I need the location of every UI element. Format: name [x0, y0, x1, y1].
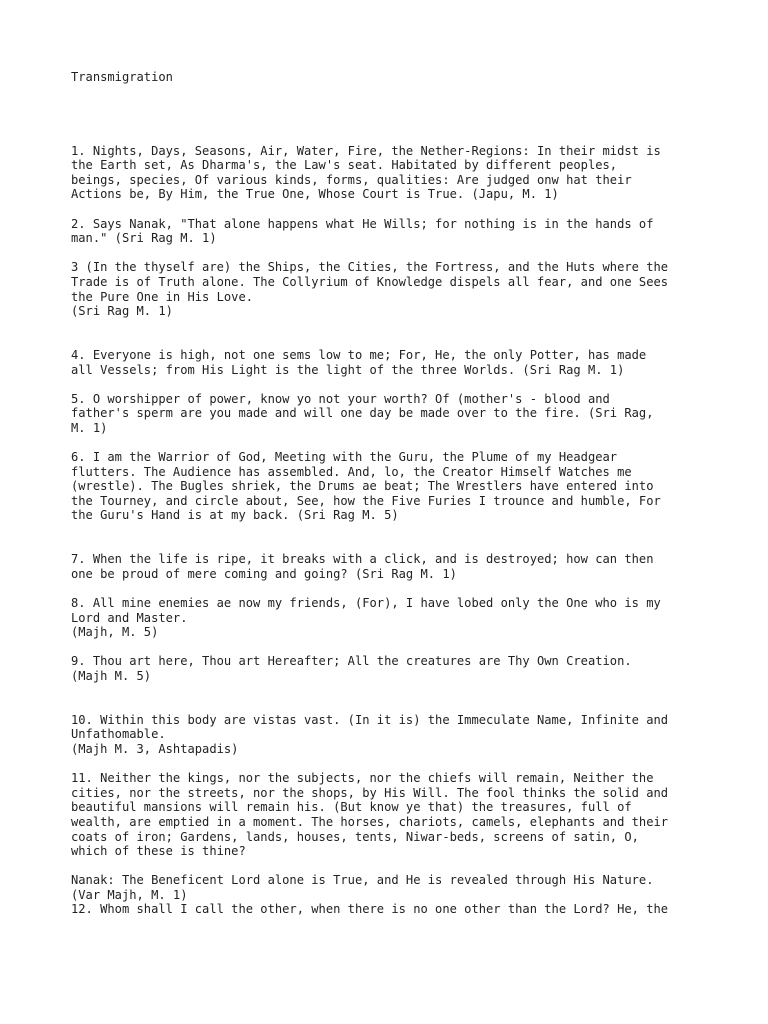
section-gap — [71, 319, 701, 348]
paragraph-gap — [71, 435, 701, 450]
paragraph-11: 11. Neither the kings, nor the subjects, nor the chiefs will remain, Neither the cities, nor the streets, nor the shops, by His Will. The fool thinks the solid and beautiful mansions will remain his. (But know ye that) the treasures, full of wealth, are emptied in a moment. The horses, chariots, camels, elephants and their coats of iron; Gardens, lands, houses, tents, Niwar-beds, screens of satin, O, which of these is thine? — [71, 771, 669, 859]
paragraph-2: 2. Says Nanak, "That alone happens what He Wills; for nothing is in the hands of man." (Sri Rag M. 1) — [71, 216, 654, 246]
paragraph-8: 8. All mine enemies ae now my friends, (For), I have lobed only the One who is my Lord and Master. (Majh, M. 5) — [71, 596, 661, 640]
paragraph-7: 7. When the life is ripe, it breaks with a click, and is destroyed; how can then one be proud of mere coming and going? (Sri Rag M. 1) — [71, 552, 654, 581]
document-title: Transmigration — [71, 70, 173, 84]
paragraph-4: 4. Everyone is high, not one sems low to me; For, He, the only Potter, has made all Vessels; from His Light is the light of the three Worlds. (Sri Rag M. 1) — [71, 347, 647, 377]
paragraph-6: 6. I am the Warrior of God, Meeting with the Guru, the Plume of my Headgear flutters. The Audience has assembled. And, lo, the Creator Himself Watches me (wrestle). The Bugles shriek, the Drums ae beat; The Wrestlers have entered into the Tourney, and circle about, See, how the Five Furies I trounce and humble, For the Guru's Hand is at my back. (Sri Rag M. 5) — [71, 450, 661, 523]
paragraph-5: 5. O worshipper of power, know yo not your worth? Of (mother's - blood and father's sperm are you made and will one day be made over to the fire. (Sri Rag, M. 1) — [71, 391, 654, 435]
paragraph-10: 10. Within this body are vistas vast. (In it is) the Immeculate Name, Infinite and Unfathomable. (Majh M. 3, Ashtapadis) — [71, 712, 669, 756]
paragraph-gap — [71, 757, 701, 772]
document-page — [71, 70, 701, 917]
paragraph-gap — [71, 859, 701, 874]
paragraph-gap — [71, 581, 701, 596]
paragraph-gap — [71, 640, 701, 655]
document-body — [71, 144, 701, 917]
paragraph-gap — [71, 202, 701, 217]
paragraph-3: 3 (In the thyself are) the Ships, the Cities, the Fortress, and the Huts where the Trade is of Truth alone. The Collyrium of Knowledge dispels all fear, and one Sees the Pure One in His Love. (Sri Rag M. 1) — [71, 260, 669, 319]
paragraph-9: 9. Thou art here, Thou art Hereafter; All the creatures are Thy Own Creation. (Majh M. 5) — [71, 654, 632, 683]
paragraph-12: Nanak: The Beneficent Lord alone is True, and He is revealed through His Nature. (Var Majh, M. 1) 12. Whom shall I call the other, when there is no one other than the Lord? He, the — [71, 873, 669, 917]
section-gap — [71, 523, 701, 552]
paragraph-gap — [71, 246, 701, 261]
section-gap — [71, 684, 701, 713]
paragraph-1: 1. Nights, Days, Seasons, Air, Water, Fire, the Nether-Regions: In their midst is the Earth set, As Dharma's, the Law's seat. Habitated by different peoples, beings, species, Of various kinds, forms, qualities: Are judged onw hat their Actions be, By Him, the True One, Whose Court is True. (Japu, M. 1) — [71, 143, 661, 202]
paragraph-gap — [71, 377, 701, 392]
